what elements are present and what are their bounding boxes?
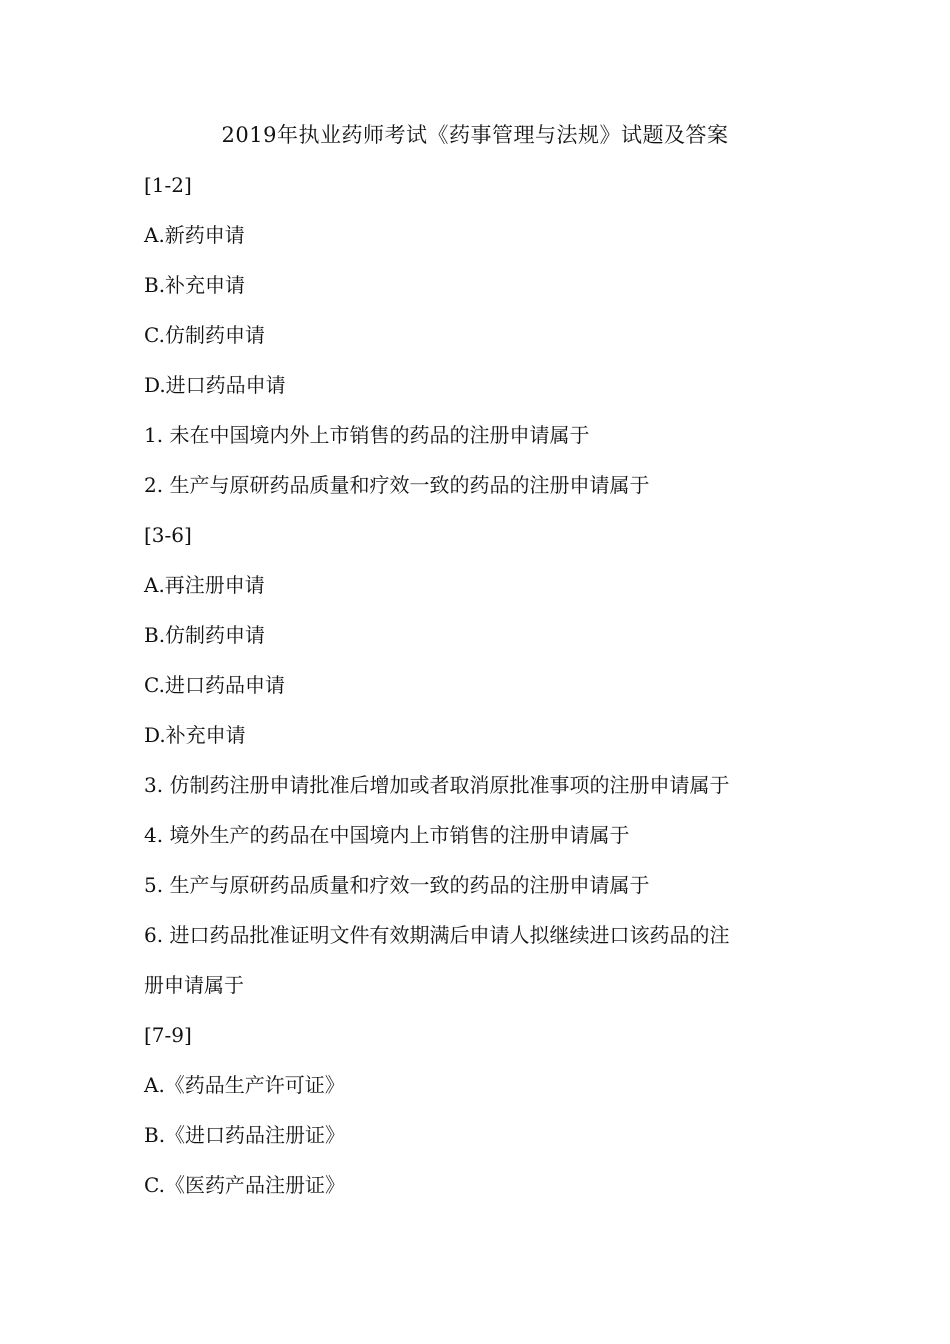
option-c: C.仿制药申请 (144, 323, 265, 347)
option-a: A.《药品生产许可证》 (144, 1073, 345, 1097)
option-a: A.新药申请 (144, 223, 245, 247)
question-1: 1. 未在中国境内外上市销售的药品的注册申请属于 (144, 423, 590, 447)
question-group-header: [3-6] (144, 523, 192, 547)
option-b: B.仿制药申请 (144, 623, 266, 647)
question-group-header: [1-2] (144, 173, 192, 197)
option-a: A.再注册申请 (144, 573, 265, 597)
option-c: C.《医药产品注册证》 (144, 1173, 345, 1197)
question-5: 5. 生产与原研药品质量和疗效一致的药品的注册申请属于 (144, 873, 650, 897)
option-b: B.《进口药品注册证》 (144, 1123, 346, 1147)
option-b: B.补充申请 (144, 273, 246, 297)
option-c: C.进口药品申请 (144, 673, 285, 697)
question-group-header: [7-9] (144, 1023, 192, 1047)
document-body (144, 170, 824, 1220)
question-4: 4. 境外生产的药品在中国境内上市销售的注册申请属于 (144, 823, 630, 847)
document-title: 2019年执业药师考试《药事管理与法规》试题及答案 (221, 123, 729, 147)
question-2: 2. 生产与原研药品质量和疗效一致的药品的注册申请属于 (144, 473, 650, 497)
question-6-continued: 册申请属于 (144, 973, 244, 997)
option-d: D.补充申请 (144, 723, 246, 747)
question-3: 3. 仿制药注册申请批准后增加或者取消原批准事项的注册申请属于 (144, 773, 730, 797)
question-6: 6. 进口药品批准证明文件有效期满后申请人拟继续进口该药品的注 (144, 923, 730, 947)
option-d: D.进口药品申请 (144, 373, 286, 397)
